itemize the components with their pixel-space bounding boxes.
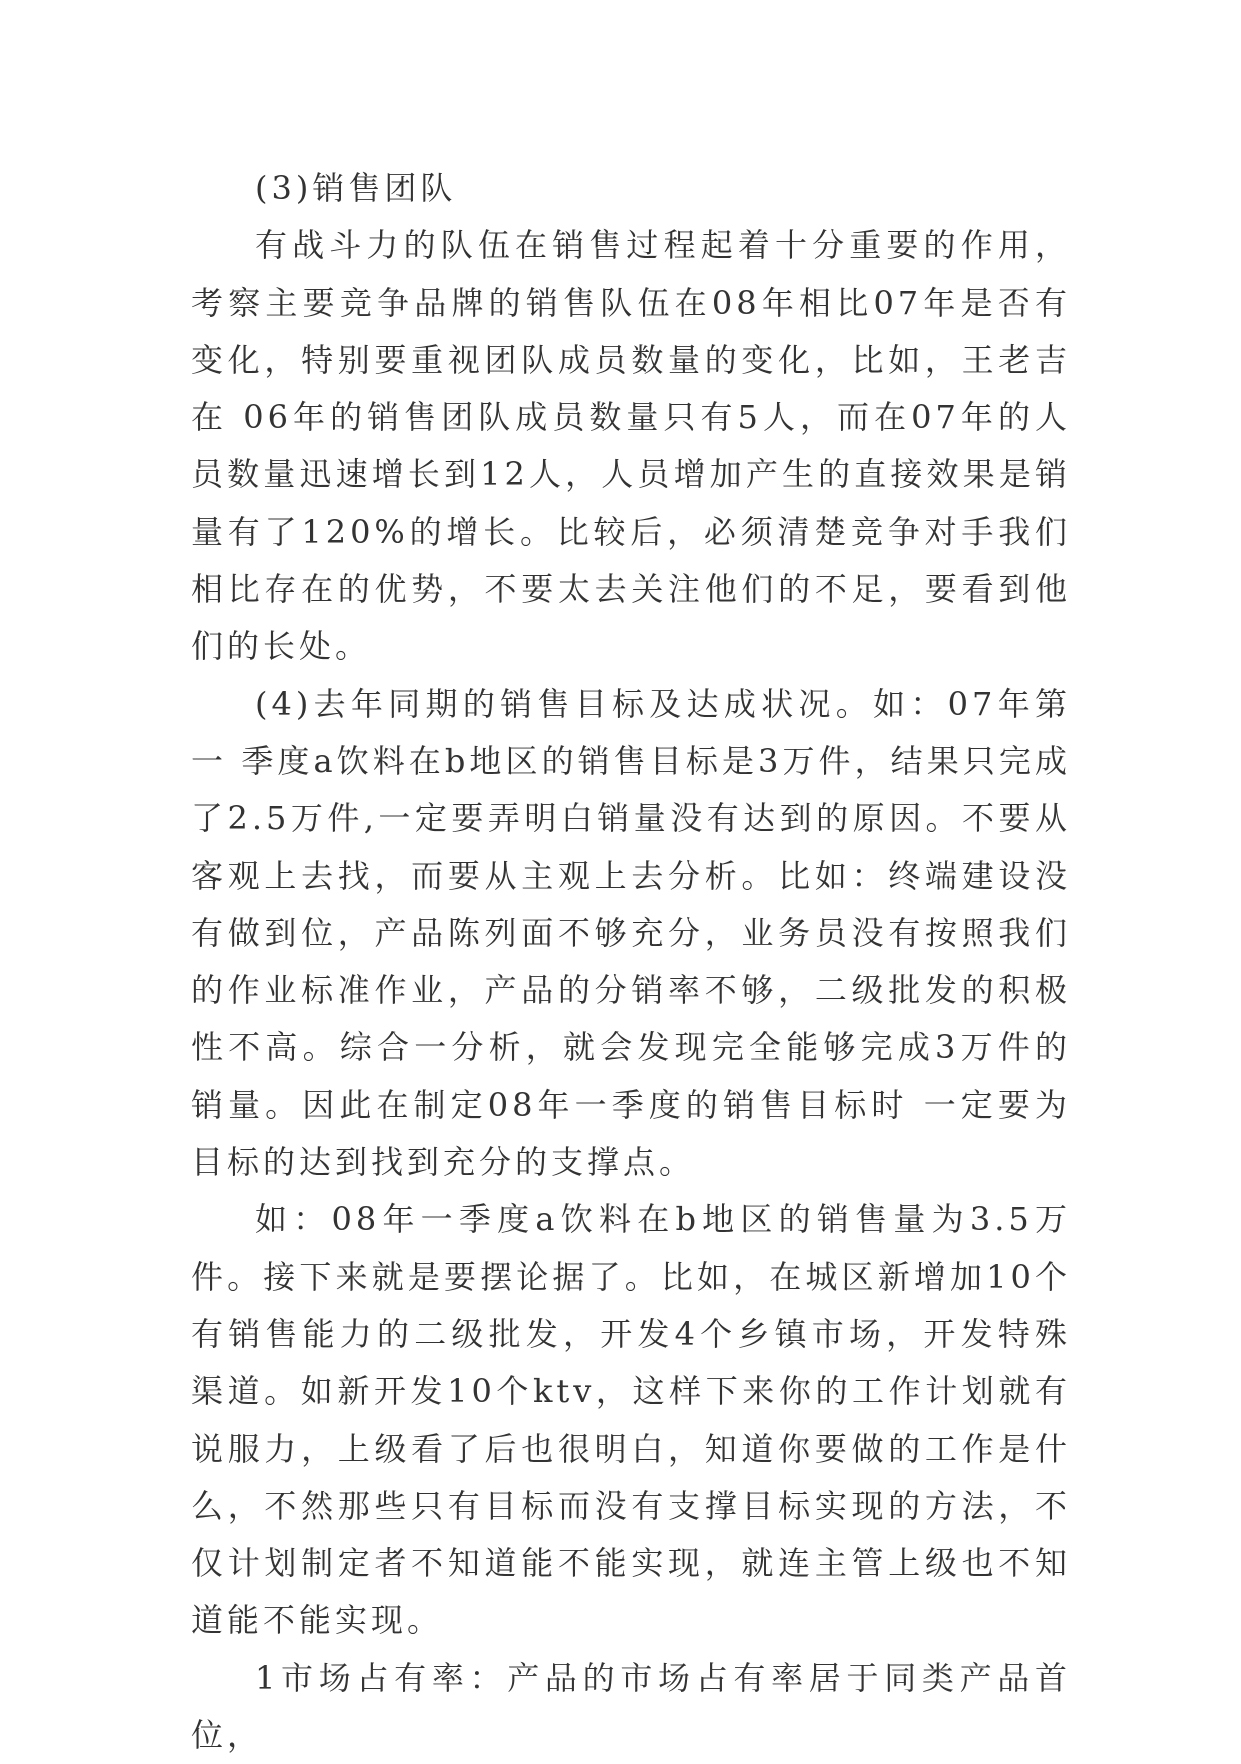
paragraph-market-share: 1市场占有率：产品的市场占有率居于同类产品首位， <box>191 1658 1071 1755</box>
document-body <box>191 160 1071 1764</box>
paragraph-target-example: 如：08年一季度a饮料在b地区的销售量为3.5万件。接下来就是要摆论据了。比如，在城区新增加10个有销售能力的二级批发，开发4个乡镇市场，开发特殊渠道。如新开发10个ktv，这样下来你的工作计划就有说服力，上级看了后也很明白，知道你要做的工作是什么，不然那些只有目标而没有支撑目标实现的方法，不仅计划制定者不知道能不能实现，就连主管上级也不知道能不能实现。 <box>191 1200 1071 1640</box>
section-heading-sales-team: (3)销售团队 <box>255 169 457 207</box>
paragraph-last-year-target: (4)去年同期的销售目标及达成状况。如：07年第一 季度a饮料在b地区的销售目标是3万件，结果只完成了2.5万件,一定要弄明白销量没有达到的原因。不要从客观上去找，而要从主观上去分析。比如：终端建设没有做到位，产品陈列面不够充分，业务员没有按照我们的作业标准作业，产品的分销率不够，二级批发的积极性不高。综合一分析，就会发现完全能够完成3万件的销量。因此在制定08年一季度的销售目标时 一定要为目标的达到找到充分的支撑点。 <box>191 684 1071 1182</box>
paragraph-sales-team: 有战斗力的队伍在销售过程起着十分重要的作用，考察主要竞争品牌的销售队伍在08年相比07年是否有变化，特别要重视团队成员数量的变化，比如，王老吉在 06年的销售团队成员数量只有5人，而在07年的人员数量迅速增长到12人，人员增加产生的直接效果是销量有了120%的增长。比较后，必须清楚竞争对手我们相比存在的优势，不要太去关注他们的不足，要看到他们的长处。 <box>191 226 1071 666</box>
